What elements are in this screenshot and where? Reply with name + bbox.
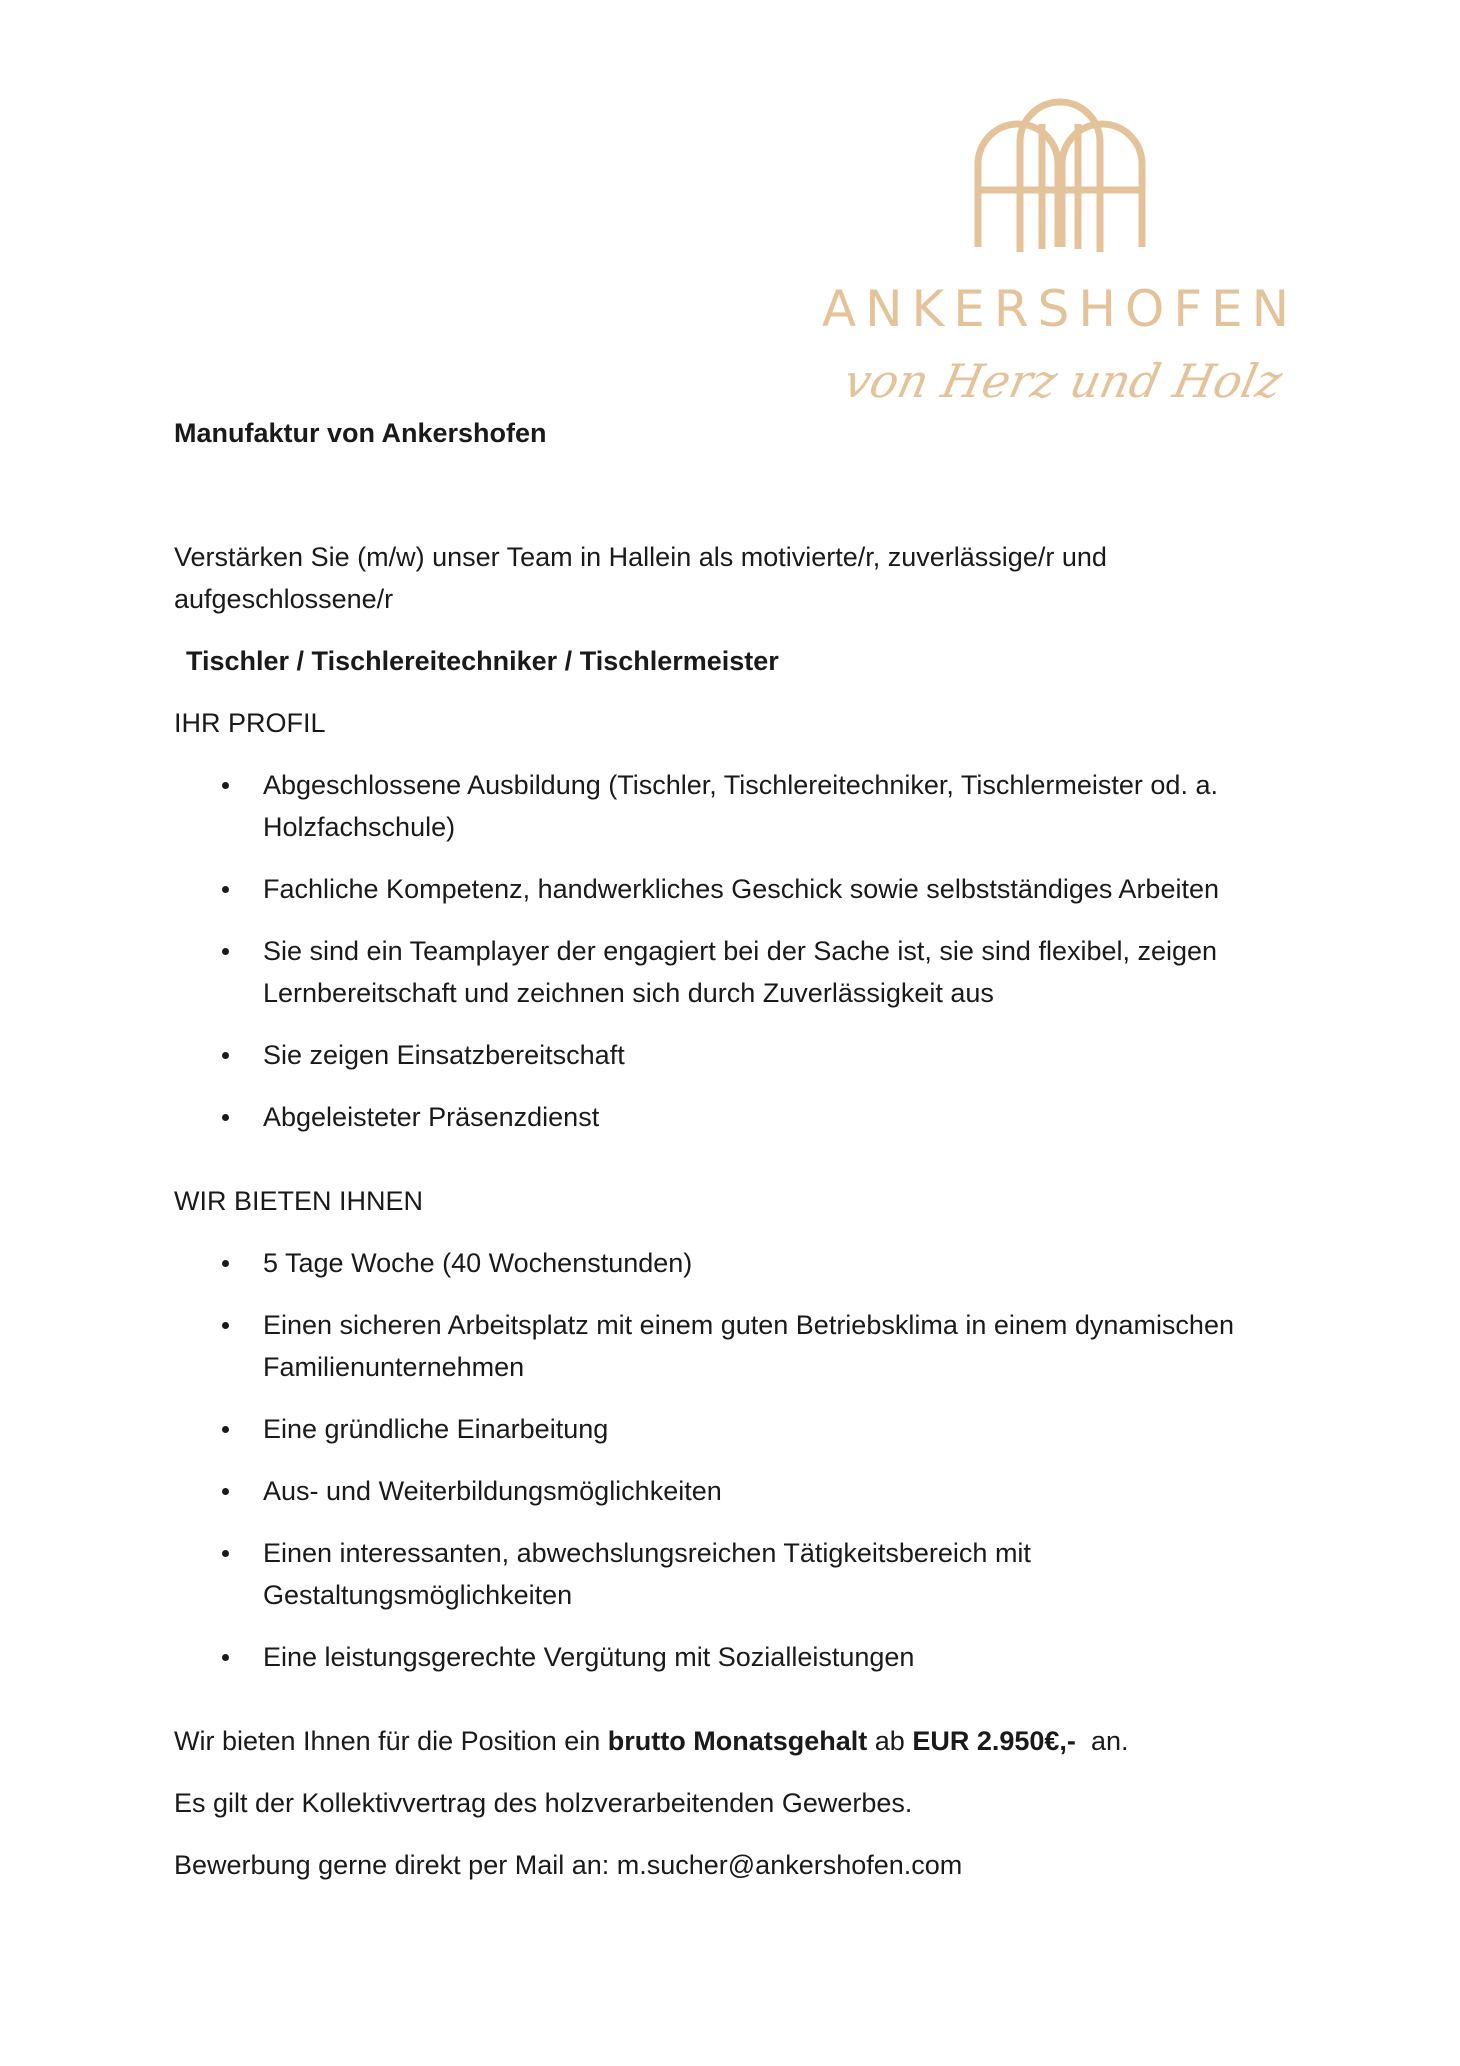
list-item: 5 Tage Woche (40 Wochenstunden) (174, 1242, 1324, 1284)
list-item: Eine gründliche Einarbeitung (174, 1408, 1324, 1450)
salary-type: brutto Monatsgehalt (607, 1726, 868, 1756)
application-contact: Bewerbung gerne direkt per Mail an: m.sucher@ankershofen.com (174, 1850, 963, 1880)
position-title: Tischler / Tischlereitechniker / Tischlermeister (186, 646, 779, 676)
spacer (174, 1158, 1324, 1180)
profile-heading: IHR PROFIL (174, 708, 326, 738)
list-item: Eine leistungsgerechte Vergütung mit Sozialleistungen (174, 1636, 1324, 1678)
offer-heading: WIR BIETEN IHNEN (174, 1186, 424, 1216)
salary-text: ab (874, 1726, 905, 1756)
salary-line (174, 1720, 1324, 1762)
company-name: Manufaktur von Ankershofen (174, 418, 547, 448)
profile-list (174, 764, 1324, 1138)
list-item: Sie zeigen Einsatzbereitschaft (174, 1034, 1324, 1076)
triple-a-monogram-icon (820, 84, 1300, 274)
brand-tagline: von Herz und Holz (839, 354, 1287, 408)
salary-text: an. (1090, 1726, 1129, 1756)
brand-logo (820, 84, 1300, 414)
offer-list (174, 1242, 1324, 1678)
salary-text: Wir bieten Ihnen für die Position ein (174, 1726, 601, 1756)
list-item: Abgeleisteter Präsenzdienst (174, 1096, 1324, 1138)
list-item: Sie sind ein Teamplayer der engagiert bei der Sache ist, sie sind flexibel, zeigen Lernbereitschaft und zeichnen sich durch Zuverlässigkeit aus (174, 930, 1324, 1014)
intro-text: Verstärken Sie (m/w) unser Team in Hallein als motivierte/r, zuverlässige/r und aufgeschlossene/r (174, 542, 1107, 614)
list-item: Fachliche Kompetenz, handwerkliches Geschick sowie selbstständiges Arbeiten (174, 868, 1324, 910)
list-item: Einen interessanten, abwechslungsreichen Tätigkeitsbereich mit Gestaltungsmöglichkeiten (174, 1532, 1324, 1616)
brand-name: ANKERSHOFEN (821, 280, 1299, 338)
spacer (174, 1698, 1324, 1720)
list-item: Aus- und Weiterbildungsmöglichkeiten (174, 1470, 1324, 1512)
job-posting (174, 412, 1324, 1906)
list-item: Abgeschlossene Ausbildung (Tischler, Tischlereitechniker, Tischlermeister od. a. Holzfachschule) (174, 764, 1324, 848)
salary-amount: EUR 2.950€,- (912, 1726, 1076, 1756)
collective-agreement: Es gilt der Kollektivvertrag des holzverarbeitenden Gewerbes. (174, 1788, 913, 1818)
list-item: Einen sicheren Arbeitsplatz mit einem guten Betriebsklima in einem dynamischen Familienunternehmen (174, 1304, 1324, 1388)
